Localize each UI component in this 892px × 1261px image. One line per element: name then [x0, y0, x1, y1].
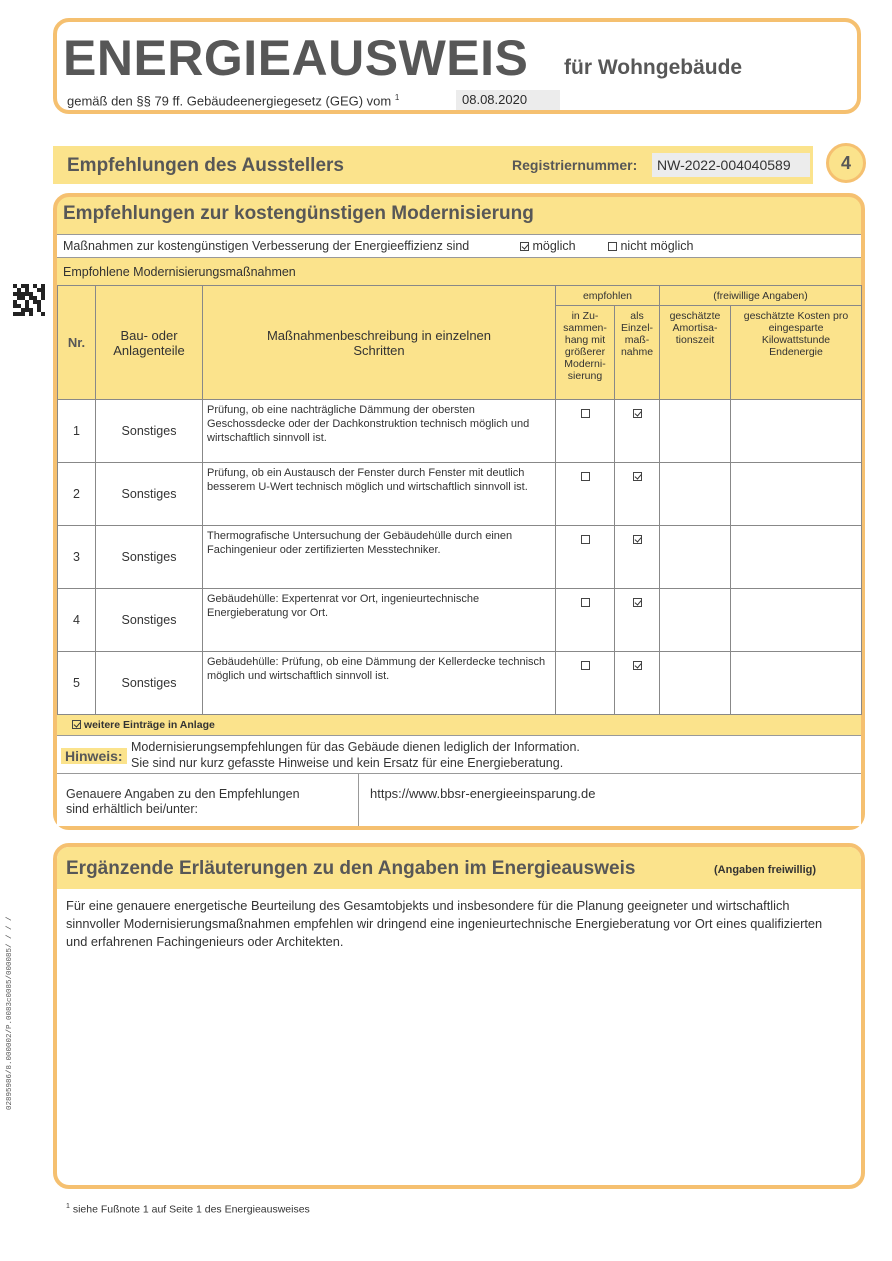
hint-label: Hinweis: [61, 748, 127, 764]
checkbox-zusammenhang[interactable] [581, 661, 590, 670]
table-row [58, 589, 862, 652]
hint-line-2: Sie sind nur kurz gefasste Hinweise und kein Ersatz für eine Energieberatung. [131, 756, 564, 770]
row-amortisation [660, 526, 731, 589]
row-description: Prüfung, ob eine nachträgliche Dämmung der obersten Geschossdecke oder der Dachkonstruktion technisch möglich und wirtschaftlich sinnvoll ist. [203, 400, 556, 463]
table-row [58, 652, 862, 715]
checkbox-einzel-checked[interactable] [633, 472, 642, 481]
checkbox-zusammenhang[interactable] [581, 598, 590, 607]
row-amortisation [660, 652, 731, 715]
document-subtitle: für Wohngebäude [564, 56, 743, 79]
details-label [66, 787, 300, 817]
legal-basis [67, 93, 399, 108]
row-nr: 5 [58, 652, 96, 715]
row-description: Prüfung, ob ein Austausch der Fenster durch Fenster mit deutlich besserem U-Wert technisch möglich und wirtschaftlich sinnvoll ist. [203, 463, 556, 526]
header-amortisation: geschätzte Amortisa-tionszeit [660, 306, 731, 400]
checkbox-possible-checked[interactable] [520, 242, 529, 251]
registration-label: Registriernummer: [512, 157, 638, 173]
explanations-optional-note: (Angaben freiwillig) [714, 864, 817, 876]
row-kosten [731, 463, 862, 526]
registration-number: NW-2022-004040589 [652, 153, 810, 177]
header-description: Maßnahmenbeschreibung in einzelnen Schritten [203, 286, 556, 400]
header-kosten: geschätzte Kosten pro eingesparte Kilowattstunde Endenergie [731, 306, 862, 400]
row-amortisation [660, 463, 731, 526]
checkbox-einzel-checked[interactable] [633, 409, 642, 418]
header-bau: Bau- oder Anlagenteile [96, 286, 203, 400]
footnote-marker: 1 [394, 93, 400, 102]
page-number-badge: 4 [826, 143, 866, 183]
row-kosten [731, 652, 862, 715]
details-url[interactable]: https://www.bbsr-energieeinsparung.de [370, 786, 596, 801]
law-date-field: 08.08.2020 [456, 90, 560, 110]
row-bau: Sonstiges [96, 526, 203, 589]
explanations-box [53, 843, 865, 1189]
option-not-possible [608, 239, 693, 253]
header-nr: Nr. [58, 286, 96, 400]
row-description: Gebäudehülle: Prüfung, ob eine Dämmung der Kellerdecke technisch möglich und wirtschaftlich sinnvoll ist. [203, 652, 556, 715]
option-not-possible-label: nicht möglich [620, 239, 694, 253]
row-description: Thermografische Untersuchung der Gebäudehülle durch einen Fachingenieur oder zertifizierten Messtechniker. [203, 526, 556, 589]
document-title: ENERGIEAUSWEIS [63, 30, 529, 86]
row-nr: 4 [58, 589, 96, 652]
row-kosten [731, 400, 862, 463]
header-freiwillig: (freiwillige Angaben) [660, 286, 862, 306]
measures-table [57, 285, 862, 715]
checkbox-zusammenhang[interactable] [581, 472, 590, 481]
side-document-code: 02895986/8.000002/P.0083c0085/000085/ / / / [6, 916, 14, 1110]
details-label-line-1: Genauere Angaben zu den Empfehlungen [66, 787, 300, 801]
footnote-sup: 1 [66, 1203, 70, 1210]
measures-text: Maßnahmen zur kostengünstigen Verbesserung der Energieeffizienz sind [63, 239, 470, 253]
row-bau: Sonstiges [96, 589, 203, 652]
qr-code [13, 284, 45, 316]
explanations-title: Ergänzende Erläuterungen zu den Angaben im Energieausweis [66, 858, 636, 879]
header-in-zusammenhang: in Zu-sammen-hang mit größerer Moderni-sierung [556, 306, 615, 400]
details-label-line-2: sind erhältlich bei/unter: [66, 802, 199, 816]
header-einzelmassnahme: als Einzel-maß-nahme [615, 306, 660, 400]
table-row [58, 400, 862, 463]
checkbox-einzel-checked[interactable] [633, 535, 642, 544]
row-kosten [731, 589, 862, 652]
section-title: Empfehlungen des Ausstellers [67, 155, 344, 176]
row-kosten [731, 526, 862, 589]
checkbox-einzel-checked[interactable] [633, 598, 642, 607]
option-possible [520, 239, 576, 253]
row-bau: Sonstiges [96, 400, 203, 463]
explanations-text: Für eine genauere energetische Beurteilung des Gesamtobjekts und insbesondere für die Planung geeigneter und wirtschaftlich sinnvoller Modernisierungsmaßnahmen empfehlen wir dringend eine ingenieurtechnische Energieberatung vor Ort eines qualifizierten und erfahrenen Fachingenieurs oder Architekten. [66, 898, 823, 949]
row-amortisation [660, 589, 731, 652]
table-row [58, 463, 862, 526]
row-bau: Sonstiges [96, 463, 203, 526]
header-empfohlen: empfohlen [556, 286, 660, 306]
row-nr: 2 [58, 463, 96, 526]
checkbox-einzel-checked[interactable] [633, 661, 642, 670]
checkbox-zusammenhang[interactable] [581, 409, 590, 418]
measures-list-label: Empfohlene Modernisierungsmaßnahmen [63, 265, 296, 279]
row-nr: 3 [58, 526, 96, 589]
footnote-text: siehe Fußnote 1 auf Seite 1 des Energieausweises [72, 1203, 310, 1216]
row-bau: Sonstiges [96, 652, 203, 715]
more-entries [72, 719, 215, 731]
footnote [66, 1203, 310, 1216]
checkbox-more-entries-checked[interactable] [72, 720, 81, 729]
row-description: Gebäudehülle: Expertenrat vor Ort, ingenieurtechnische Energieberatung vor Ort. [203, 589, 556, 652]
option-possible-label: möglich [532, 239, 576, 253]
checkbox-not-possible[interactable] [608, 242, 617, 251]
recommendations-title: Empfehlungen zur kostengünstigen Modernisierung [63, 203, 534, 224]
checkbox-zusammenhang[interactable] [581, 535, 590, 544]
hint-line-1: Modernisierungsempfehlungen für das Gebäude dienen lediglich der Information. [131, 740, 580, 754]
table-row [58, 526, 862, 589]
row-nr: 1 [58, 400, 96, 463]
details-divider [358, 773, 359, 826]
row-amortisation [660, 400, 731, 463]
legal-basis-text: gemäß den §§ 79 ff. Gebäudeenergiegesetz (GEG) vom [67, 93, 392, 109]
hint-text [131, 739, 580, 771]
more-entries-label: weitere Einträge in Anlage [83, 719, 215, 731]
